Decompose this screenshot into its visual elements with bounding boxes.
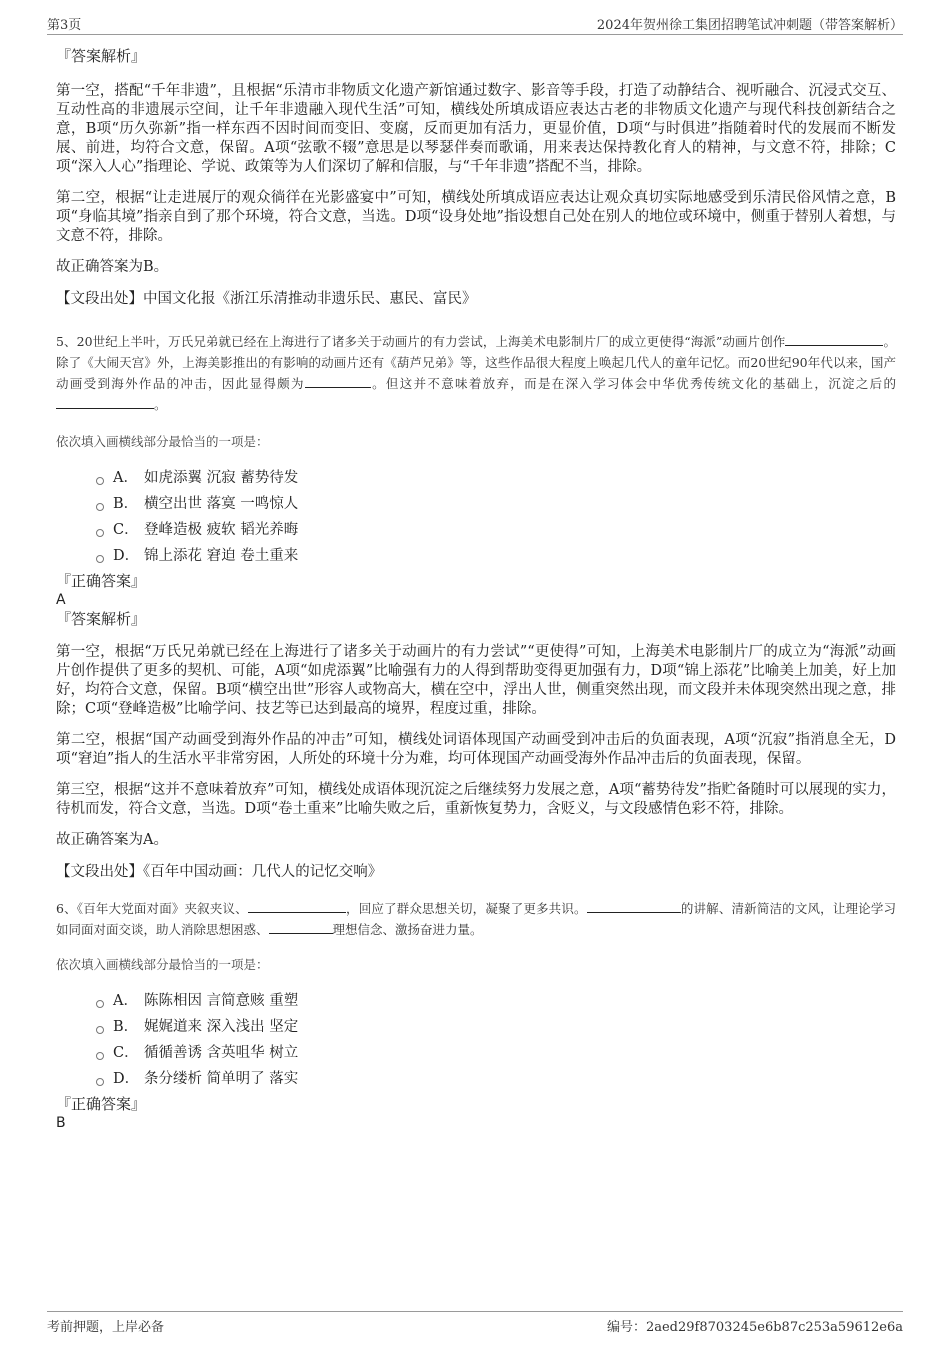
option-d[interactable]: D． 锦上添花 窘迫 卷土重来 [96,543,896,569]
radio-icon[interactable] [96,1052,104,1060]
source-citation: 【文段出处】《百年中国动画：几代人的记忆交响》 [56,864,383,880]
analysis-paragraph: 第二空，根据“国产动画受到海外作品的冲击”可知，横线处词语体现国产动画受到冲击后的负面表现，A项“沉寂”指消息全无，D项“窘迫”指人的生活水平非常穷困，人所处的环境十分为难，均可体现国产动画受海外作品冲击后的负面表现，保留。 [56,732,896,767]
analysis-paragraph: 第一空，搭配“千年非遗”，且根据“乐清市非物质文化遗产新馆通过数字、影音等手段，打造了动静结合、视听融合、沉浸式交互、互动性高的非遗展示空间，让千年非遗融入现代生活”可知，横线处所填成语应表达古老的非物质文化遗产与现代科技创新结合之意，B项“历久弥新”指一样东西不因时间而变旧、变腐，反而更加有活力，更显价值，D项“与时俱进”指随着时代的发展而不断发展、前进，均符合文意，保留。A项“弦歌不辍”意思是以琴瑟伴奏而歌诵，用来表达保持教化育人的精神，与文意不符，排除；C项“深入人心”指理论、学说、政策等为人们深切了解和信服，与“千年非遗”搭配不当，排除。 [56,83,896,175]
correct-answer-label: 『正确答案』 [56,572,147,590]
question-prompt: 依次填入画横线部分最恰当的一项是： [56,957,269,972]
analysis-paragraph: 第三空，根据“这并不意味着放弃”可知，横线处成语体现沉淀之后继续努力发展之意，A项“蓄势待发”指贮备随时可以展现的实力，待机而发，符合文意，当选。D项“卷土重来”比喻失败之后，重新恢复势力，含贬义，与文段感情色彩不符，排除。 [56,782,896,817]
answer-blank [269,920,333,934]
analysis-label: 『答案解析』 [56,47,147,65]
analysis-conclusion: 故正确答案为B。 [56,259,169,275]
document-id: 编号：2aed29f8703245e6b87c253a59612e6a [606,1320,903,1335]
page-footer [47,1311,903,1336]
answer-blank [305,374,371,388]
analysis-paragraph: 第一空，根据“万氏兄弟就已经在上海进行了诸多关于动画片的有力尝试”“更使得”可知，上海美术电影制片厂的成立为“海派”动画片创作提供了更多的契机、可能，A项“如虎添翼”比喻强有力的人得到帮助变得更加强有力，D项“锦上添花”比喻美上加美，好上加好，均符合文意，保留。B项“横空出世”形容人或物高大，横在空中，浮出人世，侧重突然出现，而文段并未体现突然出现之意，排除；C项“登峰造极”比喻学问、技艺等已达到最高的境界，程度过重，排除。 [56,644,896,717]
question-prompt: 依次填入画横线部分最恰当的一项是： [56,434,269,449]
radio-icon[interactable] [96,503,104,511]
radio-icon[interactable] [96,1000,104,1008]
radio-icon[interactable] [96,555,104,563]
option-b[interactable]: B． 横空出世 落寞 一鸣惊人 [96,491,896,517]
page-content [56,44,896,1132]
answer-blank [56,395,154,409]
radio-icon[interactable] [96,529,104,537]
question-6-options [96,988,896,1092]
radio-icon[interactable] [96,1078,104,1086]
question-5-stem: 5、20世纪上半叶，万氏兄弟就已经在上海进行了诸多关于动画片的有力尝试，上海美术电影制片厂的成立更使得“海派”动画片创作 。除了《大闹天宫》外，上海美影推出的有影响的动画片还有《葫芦兄弟》等，这些作品很大程度上唤起几代人的童年记忆。而20世纪90年代以来，国产动画受到海外作品的冲击，因此显得颇为 。但这并不意味着放弃，而是在深入学习体会中华优秀传统文化的基础上，沉淀之后的。 [56,334,896,412]
radio-icon[interactable] [96,477,104,485]
question-5-options [96,465,896,569]
answer-blank [587,899,681,913]
source-citation: 【文段出处】中国文化报《浙江乐清推动非遗乐民、惠民、富民》 [56,291,477,307]
answer-blank [248,899,346,913]
analysis-paragraph: 第二空，根据“让走进展厅的观众徜徉在光影盛宴中”可知，横线处所填成语应表达让观众真切实际地感受到乐清民俗风情之意，B项“身临其境”指亲自到了那个环境，符合文意，当选。D项“设身处地”指设想自己处在别人的地位或环境中，侧重于替别人着想，与文意不符，排除。 [56,190,896,244]
analysis-label: 『答案解析』 [56,610,147,628]
page-number: 第3页 [47,18,82,33]
correct-answer: B [56,1115,66,1131]
option-a[interactable]: A． 陈陈相因 言简意赅 重塑 [96,988,896,1014]
option-b[interactable]: B． 娓娓道来 深入浅出 坚定 [96,1014,896,1040]
footer-slogan: 考前押题，上岸必备 [47,1320,165,1335]
option-c[interactable]: C． 循循善诱 含英咀华 树立 [96,1040,896,1066]
question-6-stem: 6、《百年大党面对面》夹叙夹议、 ，回应了群众思想关切，凝聚了更多共识。 的讲解、清新简洁的文风，让理论学习如同面对面交谈，助人消除思想困惑、 理想信念、激扬奋进力量。 [56,901,896,937]
document-title: 2024年贺州徐工集团招聘笔试冲刺题（带答案解析） [596,18,903,33]
correct-answer-label: 『正确答案』 [56,1095,147,1113]
page-header [47,12,903,35]
option-a[interactable]: A． 如虎添翼 沉寂 蓄势待发 [96,465,896,491]
option-d[interactable]: D． 条分缕析 简单明了 落实 [96,1066,896,1092]
option-c[interactable]: C． 登峰造极 疲软 韬光养晦 [96,517,896,543]
analysis-conclusion: 故正确答案为A。 [56,832,168,848]
correct-answer: A [56,592,66,608]
answer-blank [785,332,883,346]
radio-icon[interactable] [96,1026,104,1034]
